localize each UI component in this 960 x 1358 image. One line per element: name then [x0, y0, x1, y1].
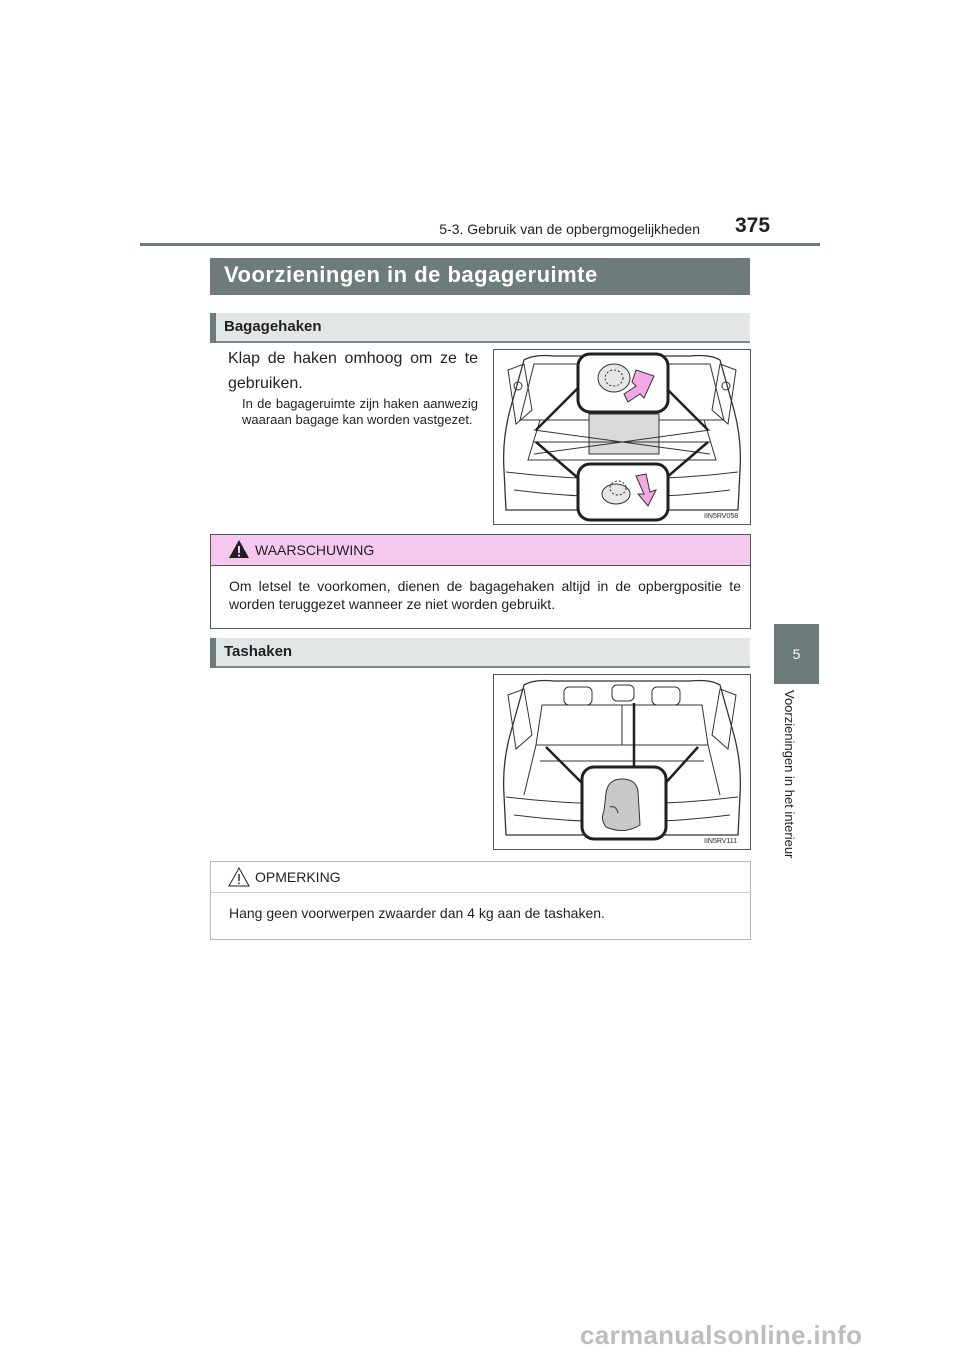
caution-outline-triangle-icon: [227, 866, 251, 888]
section-title-banner: [210, 258, 750, 295]
illustration-luggage-hooks: [493, 349, 751, 525]
subheading-bagagehaken-label: Bagagehaken: [224, 318, 322, 335]
note-header: [211, 862, 750, 893]
warning-header: [211, 535, 750, 566]
warning-title: WAARSCHUWING: [255, 542, 375, 558]
note-text: Hang geen voorwerpen zwaarder dan 4 kg aan de tashaken.: [229, 905, 605, 921]
header-rule: [140, 243, 820, 246]
chapter-number: 5: [792, 646, 801, 662]
note-title: OPMERKING: [255, 869, 341, 885]
bagagehaken-instruction: Klap de haken omhoog om ze te gebruiken.: [228, 350, 478, 392]
subheading-tashaken-label: Tashaken: [224, 643, 293, 660]
subheading-tashaken: [210, 638, 750, 668]
warning-box: [210, 534, 751, 629]
subheading-bar: [210, 313, 216, 343]
chapter-side-title: [782, 690, 812, 890]
illustration-code-1: IIN5RV058: [704, 513, 739, 520]
warning-text: Om letsel te voorkomen, dienen de bagagehaken altijd in de opbergpositie te worden teruggezet wanneer ze niet worden gebruikt.: [229, 578, 741, 612]
page-number: 375: [735, 214, 771, 237]
subheading-bagagehaken: [210, 313, 750, 343]
luggage-hooks-drawing: [494, 350, 750, 524]
bagagehaken-explanation: In de bagageruimte zijn haken aanwezig waaraan bagage kan worden vastgezet.: [242, 396, 478, 427]
warning-triangle-icon: [227, 538, 251, 560]
illustration-bag-hooks: [493, 674, 751, 850]
subheading-bar: [210, 638, 216, 668]
chapter-tab: [774, 624, 819, 684]
bag-hooks-drawing: [494, 675, 750, 849]
running-header-section: 5-3. Gebruik van de opbergmogelijkheden: [439, 221, 700, 237]
illustration-code-2: IIN5RV111: [704, 838, 738, 845]
chapter-title-text: Voorzieningen in het interieur: [782, 690, 797, 859]
section-title: Voorzieningen in de bagageruimte: [224, 262, 598, 287]
note-box: [210, 861, 751, 940]
watermark: carmanualsonline.info: [580, 1320, 863, 1350]
